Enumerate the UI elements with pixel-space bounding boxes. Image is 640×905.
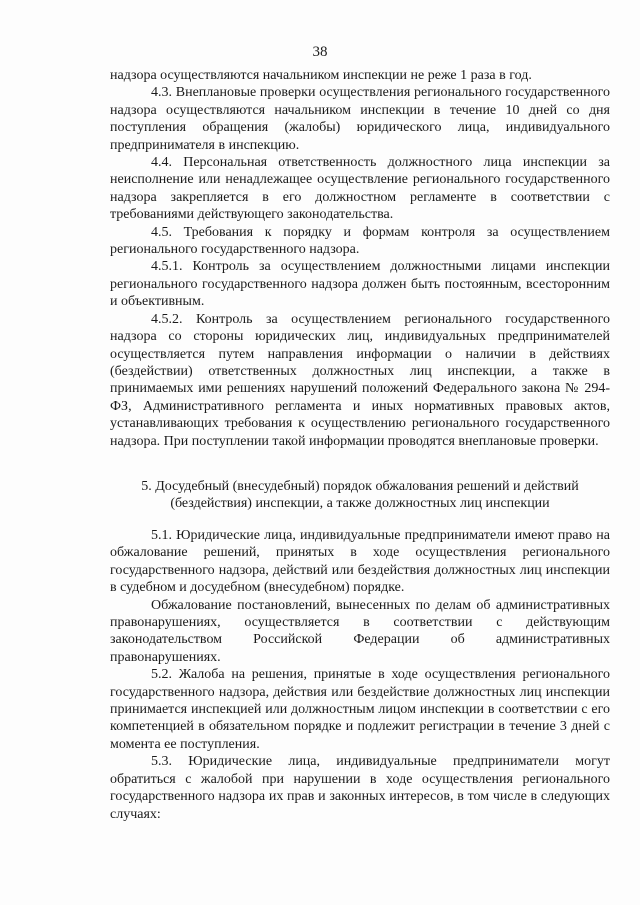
page-number: 38 (312, 44, 328, 60)
section-5-heading (110, 478, 610, 513)
paragraph-4-5-1: 4.5.1. Контроль за осуществлением должностными лицами инспекции регионального государственного надзора должен быть постоянным, всесторонним и объективным. (110, 259, 610, 310)
paragraph-appeal-administrative: Обжалование постановлений, вынесенных по делам об административных правонарушениях, осуществляется в соответствии с действующим законодательством Российской Федерации об административных правонарушениях. (110, 597, 610, 665)
bottom-text-block (110, 527, 610, 823)
paragraph-4-3: 4.3. Внеплановые проверки осуществления регионального государственного надзора осуществляются начальником инспекции в течение 10 дней со дня поступления обращения (жалобы) юридического лица, индивидуального предпринимателя в инспекцию. (110, 85, 610, 153)
paragraph-5-3: 5.3. Юридические лица, индивидуальные предприниматели могут обратиться с жалобой при нарушении в ходе осуществления регионального государственного надзора их прав и законных интересов, в том числе в следующих случаях: (110, 754, 610, 822)
paragraph-4-4: 4.4. Персональная ответственность должностного лица инспекции за неисполнение или ненадлежащее осуществление регионального государственного надзора закрепляется в его должностном регламенте в соответствии с требованиями действующего законодательства. (110, 155, 610, 223)
paragraph-5-1: 5.1. Юридические лица, индивидуальные предприниматели имеют право на обжалование решений, принятых в ходе осуществления регионального государственного надзора, действий или бездействия должностных лиц инспекции в судебном и досудебном (внесудебном) порядке. (110, 528, 610, 596)
paragraph-4-5-2: 4.5.2. Контроль за осуществлением регионального государственного надзора со стороны юридических лиц, индивидуальных предпринимателей осуществляется путем направления информации о наличии в действиях (бездействии) ответственных должностных лиц инспекции, а также в принимаемых ими решениях нарушений положений Федерального закона № 294-ФЗ, Административного регламента и иных нормативных правовых актов, устанавливающих требования к осуществлению регионального государственного надзора. При поступлении такой информации проводятся внеплановые проверки. (110, 311, 610, 449)
paragraph-5-2: 5.2. Жалоба на решения, принятые в ходе осуществления регионального государственного надзора, действия или бездействие должностных лиц инспекции принимается инспекцией или должностным лицом инспекции в соответствии с его компетенцией в обязательном порядке и подлежит регистрации в течение 3 дней с момента ее поступления. (110, 667, 610, 752)
section-title-line-2: (бездействия) инспекции, а также должностных лиц инспекции (170, 496, 550, 512)
paragraph-continuation: надзора осуществляются начальником инспекции не реже 1 раза в год. (110, 68, 532, 83)
paragraph-4-5: 4.5. Требования к порядку и формам контроля за осуществлением регионального государственного надзора. (110, 224, 610, 258)
top-text-block (110, 67, 610, 450)
section-title-line-1: 5. Досудебный (внесудебный) порядок обжалования решений и действий (141, 479, 579, 494)
